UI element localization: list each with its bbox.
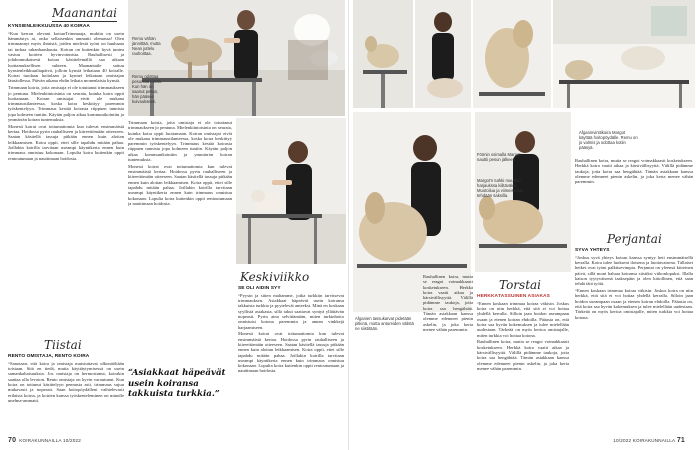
right-col-text: Rauhallinen koira, mutta se reagoi voimakkaasti kosketukseen. Herkkä koira vaatii aikaa ja kärsivällisyyttä. Välillä pidämme taukoja, jotta koira saa hengähtää. Tämän asiakkaan kanssa olemme edenneet pienin askelin, ja joka kerta menee vähän paremmin. <box>423 274 473 332</box>
photo-salon-room <box>553 0 695 108</box>
wednesday-column <box>238 286 344 434</box>
monday-column <box>8 24 124 336</box>
monday-text-2: Trimmaan koiria, joita omistaja ei ole totuttanut trimmaukseen jo pentuna. Mielenkiintoisinta on seurata, kuinka koira oppii luottamaan. Koiran omistajat eivät ole mukana trimmaustilanteessa, koska koira keskittyy paremmin työskentelyyn. Trimmaus kestää koirasta riippuen tunnista jopa kolmeen tuntiin. Käytän paljon aikaa kommunikointiin ja ymmärrän koiran tuntemuksia. <box>8 85 124 123</box>
friday-text: “Joskus syvä yhteys koiran kanssa syntyy heti ensimmäisellä kerralla. Koira tulee luokseni iloisena ja luottavaisena. Tällaiset hetket ovat työni palkitsevimpia. Perjantai on yleensä kiireinen päivä, sillä moni haluaa koiransa siistiksi viikonlopuksi. Illalla katson tyytyväisenä taaksepäin ja olen kiitollinen, että saan tehdä tätä työtä. <box>575 254 693 287</box>
photo-groomer-small-dog <box>236 118 346 264</box>
heading-thursday: Torstai <box>499 278 542 292</box>
heading-friday: Perjantai <box>607 232 662 246</box>
tuesday-column <box>8 354 124 434</box>
salon-room-illustration <box>553 0 695 108</box>
photo-caption-1: Remu vähän jännittää, mutta Nean juttelu rauhoittaa. <box>132 36 161 56</box>
monday-subhead: KYNSIENLEIKKUUSSA 40 KOIRAA <box>8 24 90 29</box>
left-page-number: 70 <box>8 437 17 444</box>
thursday-text-2: Rauhallinen koira, mutta se reagoi voimakkaasti kosketukseen. Herkkä koira vaatii aikaa ja kärsivällisyyttä. Välillä pidämme taukoja, jotta koira saa hengähtää. Tämän asiakkaan kanssa olemme edenneet pienin askelin, ja joka kerta menee vähän paremmin. <box>477 339 569 371</box>
wednesday-text-2: Monesti koirat ovat tottumattomia kun tulevat ensimmäistä kertaa. Hoidossa pyrin rauhalliseen ja kiireettömään otteeseen. Saatan käsitellä tassuja pitkään ennen kuin aloitan leikkaamisen. Koira oppii, ettei sille tapahdu mitään pahaa. Joillakin koirilla tarvitaan useampi käyntikerta ennen kuin trimmaus onnistuu kokonaan. Lopulta koira kuitenkin oppii rentoutumaan ja nauttimaan hoidosta. <box>238 331 344 374</box>
friday-subhead: SYVÄ YHTEYS <box>575 248 610 253</box>
caption-groom: Margot'n turkki muuttuu harjaukssa kiiltäväksi. Muotoilua ja viimeistelyä tehdään saksilla. <box>477 178 523 198</box>
right-page <box>348 0 696 450</box>
thursday-column <box>477 294 569 434</box>
caption-lifting: Afganinvinttikoira Margot käyttää hoitopöydälle. Remu on jo valmis ja odottaa kotiin pääsyä. <box>579 130 638 150</box>
caption-afghan: Afganien tassukarvat pidetään pitkinä, mutta antureiden välistä ne siistitään. <box>355 316 414 331</box>
caption-bath: Föönin voimalla Margot nauttii pesun jälkeen. <box>477 152 521 162</box>
thursday-subhead: HERKKÄTASSUINEN ASIAKAS <box>477 294 550 299</box>
left-folio <box>8 437 81 444</box>
left-magazine-name: KOIRAKUNNAILLA 10/2022 <box>19 438 82 443</box>
thursday-text: “Ennen koskaan trimmaa koiraa väkisin. Joskus koira on niin herkkä, että sitä ei voi hoitaa yhdellä kerralla. Silloin jaan hoidon useampaan osaan ja etenen koiran ehdoilla. Pääasia on, että koira saa hyvän kokemuksen ja tulee mielellään uudestaan. Tärkeää on myös kertoa omistajalle, miten turkkia voi hoitaa kotona. <box>477 300 569 338</box>
afghan-hound-illustration <box>473 0 551 108</box>
photo-grooming-closeup <box>415 0 471 108</box>
tuesday-text: “Sanotaan, että koira ja omistaja muistuttavat ulkonäöltään toisiaan. Sitä en tiedä, mutta käyttäytymisessä on usein samankaltaisuuksia. Jos omistaja on hermostunut, koirakin saattaa olla levoton. Rento omistaja on hyvin varautunut. Kun koira on tottunut käsittelyyn pennusta asti, trimmaus sujuu mukavasti ja nopeasti. Saan hoitopöydälleni vaihtelevasti erilaisia koiria, ja koirien kanssa työskenteleminen on minulle unelma-ammatti. <box>8 360 124 403</box>
heading-monday: Maanantai <box>52 6 118 20</box>
groomer-small-dog-illustration <box>236 118 346 264</box>
middle-text: Trimmaan koiria, joita omistaja ei ole totuttanut trimmaukseen jo pentuna. Mielenkiintoisinta on seurata, kuinka koira oppii luottamaan. Koiran omistajat eivät ole mukana trimmaustilanteessa, koska koira keskittyy paremmin työskentelyyn. Trimmaus kestää koirasta riippuen tunnista jopa kolmeen tuntiin. Käytän paljon aikaa kommunikointiin ja ymmärrän koiran tuntemuksia. <box>128 120 232 163</box>
heading-tuesday: Tiistai <box>44 338 82 352</box>
right-left-column <box>423 274 473 434</box>
right-magazine-name: 10/2022 KOIRAKUNNAILLA <box>613 438 676 443</box>
photo-lift-table <box>353 0 413 108</box>
right-folio <box>613 437 688 444</box>
right-page-number: 71 <box>676 437 685 444</box>
photo-afghan-hound <box>473 0 551 108</box>
grooming-closeup-illustration <box>415 0 471 108</box>
right-column-top <box>575 158 693 232</box>
right-column-top-text: Rauhallinen koira, mutta se reagoi voimakkaasti kosketukseen. Herkkä koira vaatii aikaa ja kärsivällisyyttä. Välillä pidämme taukoja, jotta koira saa hengähtää. Tämän asiakkaan kanssa olemme edenneet pienin askelin, ja joka kerta menee vähän paremmin. <box>575 158 693 185</box>
photo-caption-2: Remu odottaa pesuntaa kiltisti. Kun hän on saanut pesun, hän pääsee kuivaukseen. <box>132 74 162 104</box>
pull-quote: “Asiakkaat häpeävät usein koiransa takkuista turkkia.” <box>128 368 226 399</box>
wednesday-subhead: SE OLI ÄIDIN SYY <box>238 286 281 291</box>
tuesday-subhead: RENTO OMISTAJA, RENTO KOIRA <box>8 354 90 359</box>
middle-column <box>128 120 232 264</box>
main-text: Monesti koirat ovat tottumattomia kun tulevat ensimmäistä kertaa. Hoidossa pyrin rauhalliseen ja kiireettömään otteeseen. Saatan käsitellä tassuja pitkään ennen kuin aloitan leikkaamisen. Koira oppii, ettei sille tapahdu mitään pahaa. Joillakin koirilla tarvitaan useampi käyntikerta ennen kuin trimmaus onnistuu kokonaan. Lopulta koira kuitenkin oppii rentoutumaan ja nauttimaan hoidosta. <box>128 163 232 206</box>
friday-column <box>575 248 693 434</box>
heading-wednesday: Keskiviikko <box>240 270 310 284</box>
monday-text-3: Monesti koirat ovat tottumattomia kun tulevat ensimmäistä kertaa. Hoidossa pyrin rauhalliseen ja kiireettömään otteeseen. Saatan käsitellä tassuja pitkään ennen kuin aloitan leikkaamisen. Koira oppii, ettei sille tapahdu mitään pahaa. Joillakin koirilla tarvitaan useampi käyntikerta ennen kuin trimmaus onnistuu kokonaan. Lopulta koira kuitenkin oppii rentoutumaan ja nauttimaan hoidosta. <box>8 123 124 161</box>
friday-text-2: “Ennen koskaan trimmaa koiraa väkisin. Joskus koira on niin herkkä, että sitä ei voi hoitaa yhdellä kerralla. Silloin jaan hoidon useampaan osaan ja etenen koiran ehdoilla. Pääasia on, että koira saa hyvän kokemuksen ja tulee mielellään uudestaan. Tärkeää on myös kertoa omistajalle, miten turkkia voi hoitaa kotona. <box>575 288 693 320</box>
wednesday-text: “Pyysin ja sitten maltamme, jotka turkkiin tarvitsevat trimmauksen. Asiakkaat häpeävät usein koiransa takkuista turkkia ja pyytelevät anteeksi. Minä en koskaan syyllistä asiakasta, sillä takut saattavat syntyä yllättävän nopeasti. Pyrin aina selvittämään, miten turkinhoito onnistuisi kotona paremmin ja annan vinkkejä harjaamiseen. <box>238 292 344 330</box>
monday-text: “Kun kerron olevani koiranTrimmaaja, mukiin on usein hämmästys ai, onko sellaisenkin ammatti olemassa! Olen trimmannyt myös ihmisiä, joiden mielestä työni on huuhaata tai turhaa rahanhaaskuuta. Koiran on kuitenkin hyvä tuntea vastuu koirien hyvinvoinnista. Rauhallisesti ja johdonmukaisesti koiraa käsittelemällä saa aikaan luottamuksellisen suhteen. Maanantaile sattuu kynsienleikkuuiltapäivä, jolloin kynsiä leikataan 40 koiralle. Koirat tuodaan hoitolaan ja kynnet leikataan omistajan läsnäollessa. Päivän aikana ehdin leikata monenlaisia kynsiä. <box>8 30 124 84</box>
lift-table-illustration <box>353 0 413 108</box>
